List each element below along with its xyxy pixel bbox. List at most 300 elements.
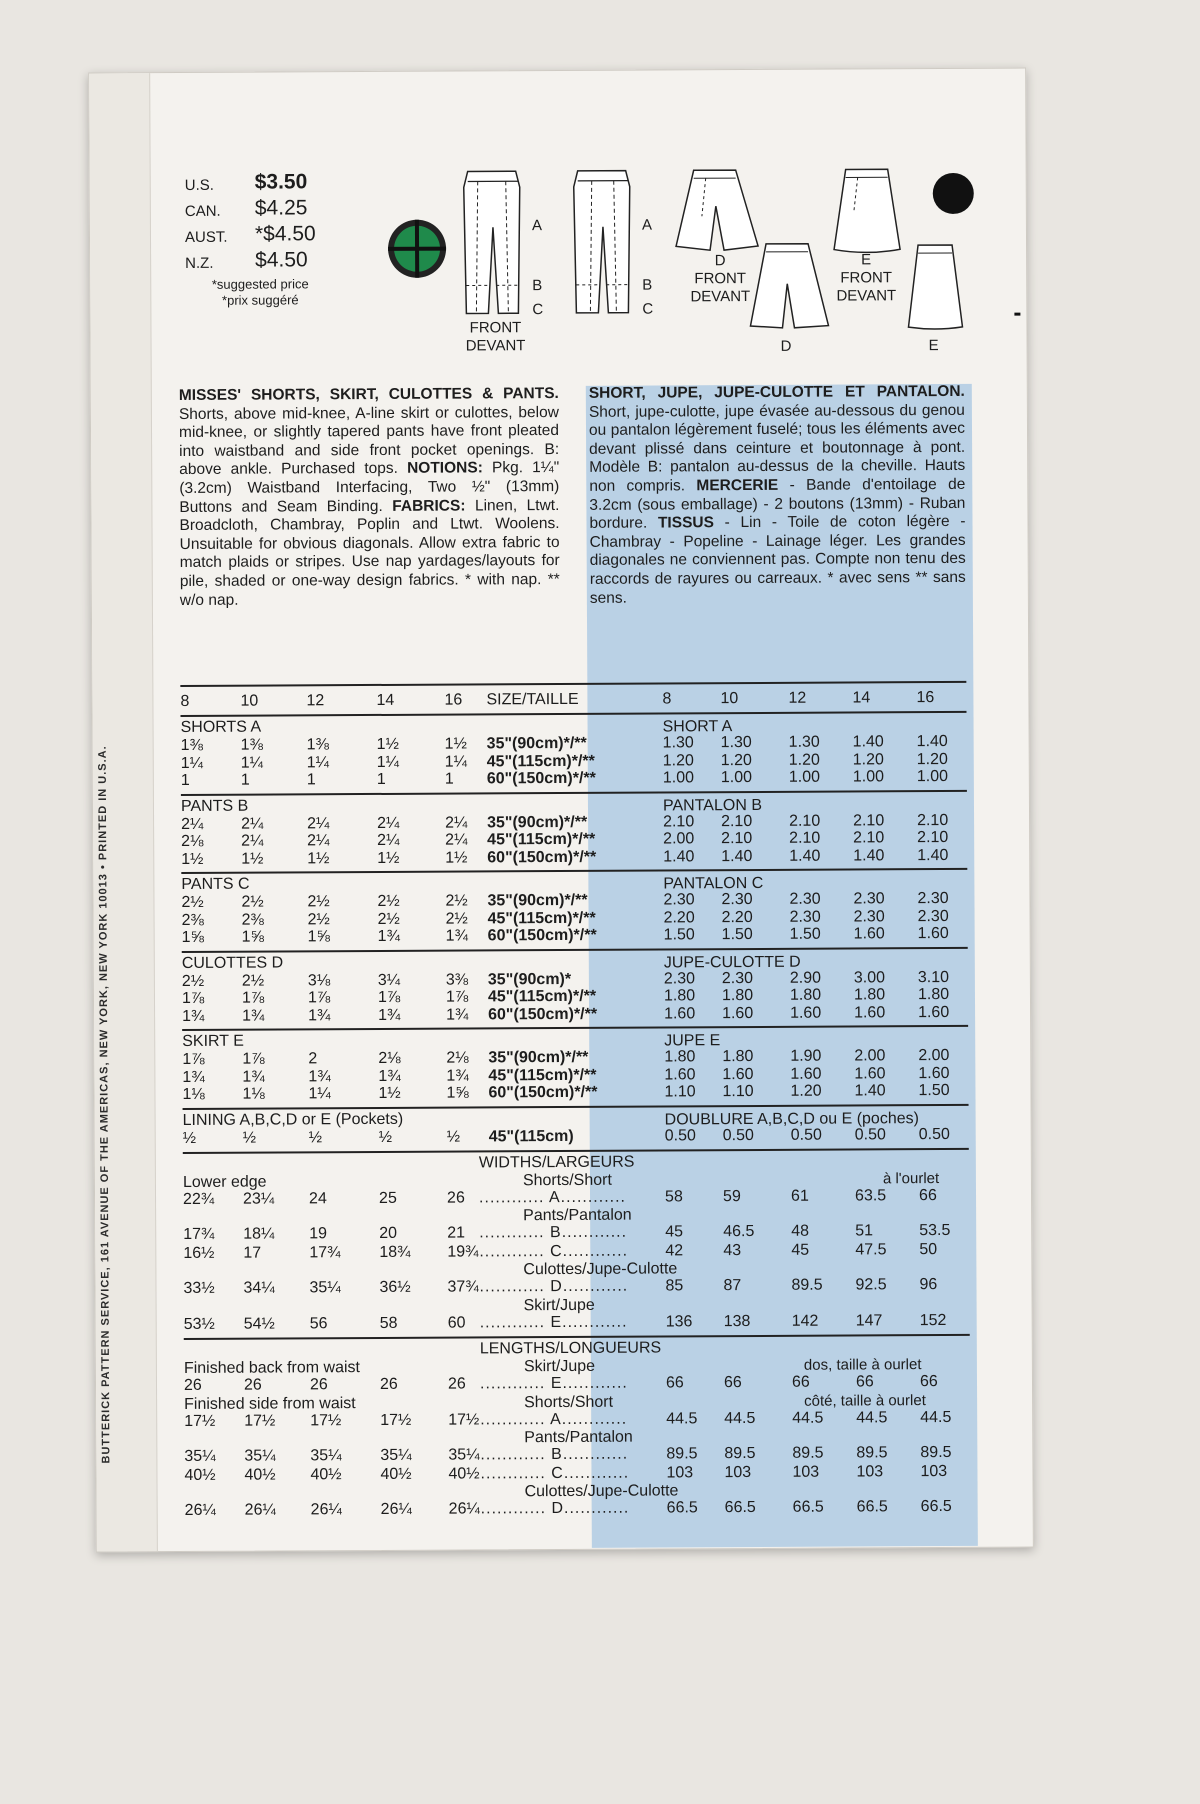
price-note-fr: *prix suggéré — [185, 292, 335, 309]
size-header-metric: 10 — [720, 690, 738, 708]
yardage-value: 1¾ — [378, 1006, 400, 1024]
cm-value: 45 — [791, 1241, 809, 1259]
inch-value: 17½ — [244, 1412, 275, 1430]
notions-label: NOTIONS: — [407, 460, 483, 477]
cm-value: 66.5 — [793, 1499, 824, 1517]
size-header-imperial: 12 — [306, 692, 324, 710]
inch-value: 53½ — [184, 1315, 215, 1333]
view-d-label: D — [781, 338, 792, 356]
yardage-value: 1⅞ — [182, 1051, 204, 1069]
metric-value: 2.30 — [722, 969, 753, 987]
fabric-width: 35"(90cm)*/** — [487, 892, 587, 911]
yardage-value: 1¾ — [242, 1007, 264, 1025]
cm-value: 59 — [723, 1188, 741, 1206]
metric-value: 1.80 — [722, 987, 753, 1005]
pants-front-label: FRONT DEVANT — [440, 319, 550, 356]
view-leader: ............ E............ — [480, 1313, 628, 1332]
fabric-width: 45"(115cm) — [489, 1127, 574, 1145]
yardage-value: 2½ — [446, 910, 468, 928]
cm-value: 66 — [919, 1187, 937, 1205]
yardage-value: 1 — [445, 771, 454, 789]
metric-value: 1.20 — [663, 752, 694, 770]
metric-value: 0.50 — [665, 1127, 696, 1145]
yardage-value: 1½ — [445, 849, 467, 867]
metric-value: 1.10 — [722, 1083, 753, 1101]
metric-value: 1.20 — [789, 751, 820, 769]
metric-value: 0.50 — [791, 1126, 822, 1144]
price-value: $3.50 — [255, 170, 308, 194]
yardage-value: 1⅞ — [446, 988, 468, 1006]
yardage-value: 2¼ — [377, 832, 399, 850]
measure-group-name: Pants/Pantalon — [523, 1207, 632, 1226]
inch-value: 40½ — [310, 1466, 341, 1484]
inch-value: 56 — [310, 1315, 328, 1333]
garment-section-title-fr: PANTALON B — [663, 796, 762, 815]
metric-value: 0.50 — [723, 1126, 754, 1144]
yardage-value: 2½ — [378, 910, 400, 928]
cm-value: 44.5 — [856, 1409, 887, 1427]
size-header-imperial: 8 — [180, 693, 189, 711]
inch-value: 18¾ — [379, 1243, 410, 1261]
price-value: *$4.50 — [255, 222, 316, 246]
cm-value: 89.5 — [666, 1445, 697, 1463]
metric-value: 2.00 — [663, 830, 694, 848]
inch-value: 40½ — [244, 1466, 275, 1484]
metric-value: 1.40 — [663, 848, 694, 866]
inch-value: 17½ — [310, 1412, 341, 1430]
measure-group-name: Pants/Pantalon — [524, 1429, 633, 1448]
cm-value: 66.5 — [921, 1498, 952, 1516]
fabric-width: 35"(90cm)* — [488, 970, 571, 988]
cm-value: 58 — [665, 1188, 683, 1206]
inch-value: 20 — [379, 1225, 397, 1243]
cm-value: 85 — [665, 1277, 683, 1295]
yardage-value: 1¼ — [445, 753, 467, 771]
metric-value: 1.60 — [854, 1065, 885, 1083]
metric-value: 1.60 — [854, 925, 885, 943]
cm-value: 61 — [791, 1187, 809, 1205]
yardage-value: 1⅞ — [308, 989, 330, 1007]
metric-value: 2.00 — [918, 1047, 949, 1065]
metric-value: 2.30 — [790, 908, 821, 926]
cm-value: 48 — [791, 1223, 809, 1241]
yardage-value: 1⅛ — [242, 1086, 264, 1104]
size-header-imperial: 10 — [240, 693, 258, 711]
cm-value: 152 — [920, 1311, 947, 1329]
fabric-width: 60"(150cm)*/** — [488, 927, 597, 946]
inch-value: 17¾ — [309, 1244, 340, 1262]
cm-value: 66 — [724, 1374, 742, 1392]
yardage-value: 1⅝ — [446, 1084, 468, 1102]
yardage-value: 1⅜ — [181, 737, 203, 755]
metric-value: 1.50 — [722, 926, 753, 944]
fabric-width: 35"(90cm)*/** — [488, 1049, 588, 1068]
metric-value: 2.10 — [917, 811, 948, 829]
inch-value: 17 — [243, 1244, 261, 1262]
inch-value: 26 — [447, 1189, 465, 1207]
fabric-width: 60"(150cm)*/** — [487, 770, 596, 789]
edge-tick-mark — [1014, 313, 1020, 316]
garment-section-title: PANTS B — [181, 797, 248, 815]
inch-value: 22¾ — [183, 1190, 214, 1208]
inch-value: 21 — [447, 1225, 465, 1243]
yardage-value: 2¼ — [307, 815, 329, 833]
inch-value: 26 — [310, 1376, 328, 1394]
metric-value: 1.60 — [664, 1066, 695, 1084]
yardage-value: 1⅞ — [378, 989, 400, 1007]
measure-group-name: Shorts/Short — [523, 1171, 612, 1189]
yardage-value: 3¼ — [378, 971, 400, 989]
english-title: MISSES' SHORTS, SKIRT, CULOTTES & PANTS. — [179, 385, 559, 404]
cm-value: 89.5 — [792, 1445, 823, 1463]
yardage-value: 2½ — [308, 911, 330, 929]
yardage-value: 2⅜ — [182, 911, 204, 929]
cm-value: 136 — [666, 1313, 693, 1331]
inch-value: 24 — [309, 1190, 327, 1208]
yardage-value: 2¼ — [377, 814, 399, 832]
metric-value: 2.30 — [854, 908, 885, 926]
yardage-value: ½ — [243, 1129, 256, 1147]
view-a-label: A — [642, 217, 652, 235]
inch-value: 37¾ — [447, 1278, 478, 1296]
metric-value: 1.40 — [854, 1082, 885, 1100]
yardage-value: 1¾ — [446, 927, 468, 945]
inch-value: 34¼ — [243, 1280, 274, 1298]
price-country: AUST. — [185, 229, 228, 246]
lower-edge-label: Lower edge — [183, 1173, 267, 1191]
metric-value: 1.40 — [853, 847, 884, 865]
cm-value: 46.5 — [723, 1223, 754, 1241]
yardage-value: 2⅛ — [446, 1049, 468, 1067]
metric-value: 1.60 — [918, 1003, 949, 1021]
yardage-value: 2¼ — [241, 815, 263, 833]
fabric-width: 45"(115cm)*/** — [487, 752, 595, 771]
metric-value: 1.60 — [918, 925, 949, 943]
cm-value: 42 — [665, 1242, 683, 1260]
mercerie-text: - Bande d'entoilage de 3.2cm (sous emballage) - 2 boutons (13mm) - Ruban bordure. — [589, 476, 965, 532]
metric-value: 1.30 — [721, 734, 752, 752]
cm-value: 92.5 — [855, 1276, 886, 1294]
cm-value: 103 — [792, 1463, 819, 1481]
metric-value: 2.30 — [789, 891, 820, 909]
view-leader: ............ C............ — [480, 1464, 629, 1483]
yardage-value: 1⅝ — [242, 929, 264, 947]
view-c-label: C — [642, 301, 653, 319]
metric-value: 1.60 — [790, 1004, 821, 1022]
cm-value: 66.5 — [857, 1498, 888, 1516]
yardage-value: ½ — [379, 1128, 392, 1146]
metric-value: 0.50 — [919, 1125, 950, 1143]
yardage-value: 1½ — [377, 849, 399, 867]
metric-value: 1.60 — [664, 1005, 695, 1023]
finished-back-label: Finished back from waist — [184, 1359, 360, 1378]
french-body: Short, jupe-culotte, jupe évasée au-dessous du genou ou pantalon légèrement fuselé; tous les éléments avec devant plissé dans ceinture et boutonnage à pont. Modèle B: pantalon au-dessus de la cheville. Hauts non compris. — [589, 401, 965, 494]
view-b-label: B — [642, 277, 652, 295]
cm-value: 47.5 — [855, 1241, 886, 1259]
inch-value: 17½ — [184, 1412, 215, 1430]
cm-value: 103 — [920, 1462, 947, 1480]
cm-value: 89.5 — [920, 1444, 951, 1462]
metric-value: 1.20 — [790, 1083, 821, 1101]
metric-value: 1.00 — [721, 769, 752, 787]
fabric-width: 60"(150cm)*/** — [487, 848, 596, 867]
pattern-envelope — [88, 68, 1034, 1553]
metric-value: 2.20 — [664, 909, 695, 927]
view-a-label: A — [532, 217, 542, 235]
yardage-value: 2¼ — [181, 815, 203, 833]
yardage-value: 1½ — [377, 736, 399, 754]
metric-value: 1.10 — [664, 1083, 695, 1101]
fabrics-text: Linen, Ltwt. Broadcloth, Chambray, Poplin and Ltwt. Woolens. Unsuitable for obvious diagonals. Allow extra fabric to match plaids or stripes. Use nap yardages/layouts for pile, shaded or one-way design fabrics. * with nap. ** w/o nap. — [179, 497, 559, 609]
metric-value: 1.40 — [917, 846, 948, 864]
cm-value: 138 — [724, 1313, 751, 1331]
cm-value: 43 — [723, 1242, 741, 1260]
cm-value: 103 — [724, 1464, 751, 1482]
view-e-label: E — [929, 337, 939, 355]
cm-value: 103 — [856, 1463, 883, 1481]
metric-value: 1.50 — [918, 1082, 949, 1100]
metric-value: 1.60 — [854, 1004, 885, 1022]
metric-value: 1.80 — [722, 1048, 753, 1066]
yardage-value: 1¾ — [182, 1068, 204, 1086]
yardage-value: 1¼ — [241, 754, 263, 772]
metric-value: 1.40 — [721, 847, 752, 865]
yardage-value: 1¾ — [446, 1006, 468, 1024]
metric-value: 1.80 — [664, 1048, 695, 1066]
yardage-value: 1⅝ — [182, 929, 204, 947]
inch-value: 35¼ — [310, 1447, 341, 1465]
cm-value: 51 — [855, 1222, 873, 1240]
metric-value: 1.60 — [722, 1004, 753, 1022]
yardage-value: 2½ — [445, 892, 467, 910]
size-header-metric: 16 — [916, 689, 934, 707]
price-value: $4.50 — [255, 248, 308, 272]
inch-value: 19 — [309, 1225, 327, 1243]
yardage-value: 2½ — [241, 894, 263, 912]
view-leader: ............ D............ — [481, 1500, 630, 1519]
metric-value: 1.30 — [663, 734, 694, 752]
metric-value: 3.00 — [854, 969, 885, 987]
yardage-value: 1⅝ — [308, 928, 330, 946]
metric-value: 1.60 — [722, 1065, 753, 1083]
fabric-width: 35"(90cm)*/** — [487, 813, 587, 832]
view-leader: ............ D............ — [479, 1278, 628, 1297]
metric-value: 1.60 — [918, 1064, 949, 1082]
inch-value: 26¼ — [311, 1501, 342, 1519]
yardage-value: 1 — [241, 772, 250, 790]
inch-value: 23¼ — [243, 1190, 274, 1208]
price-block — [185, 170, 336, 309]
metric-value: 1.40 — [853, 733, 884, 751]
inch-value: 19¾ — [447, 1243, 478, 1261]
price-note-en: *suggested price — [185, 276, 335, 293]
notions-text: Pkg. 1¼" (3.2cm) Waistband Interfacing, Two ½" (13mm) Buttons and Seam Binding. — [179, 459, 559, 515]
measure-title: LENGTHS/LONGUEURS — [480, 1339, 661, 1358]
cm-value: 44.5 — [920, 1408, 951, 1426]
mercerie-label: MERCERIE — [696, 477, 778, 494]
yardage-value: 1½ — [241, 850, 263, 868]
fabric-width: 45"(115cm)*/** — [488, 988, 596, 1007]
yardage-value: 2½ — [242, 972, 264, 990]
garment-section-title-fr: PANTALON C — [663, 875, 763, 894]
inch-value: 26¼ — [245, 1502, 276, 1520]
cm-value: 66.5 — [667, 1499, 698, 1517]
garment-section-title: SKIRT E — [182, 1033, 244, 1051]
inch-value: 33½ — [183, 1280, 214, 1298]
inch-value: 18¼ — [243, 1226, 274, 1244]
metric-value: 2.10 — [789, 830, 820, 848]
view-leader: ............ A............ — [479, 1188, 626, 1207]
measure-group-name: Skirt/Jupe — [524, 1296, 595, 1314]
cm-value: 96 — [919, 1276, 937, 1294]
yardage-value: 1¾ — [242, 1068, 264, 1086]
metric-value: 0.50 — [855, 1126, 886, 1144]
tissus-text: - Lin - Toile de coton légère - Chambray - Popeline - Lainage léger. Les grandes diagonales ne conviennent pas. Compte non tenu des raccords de rayures ou carreaux. * avec sens ** sans sens. — [590, 513, 966, 606]
view-leader: ............ E............ — [480, 1375, 628, 1394]
fabric-width: 45"(115cm)*/** — [488, 1066, 596, 1085]
cm-value: 50 — [919, 1241, 937, 1259]
yardage-value: 1¼ — [307, 754, 329, 772]
inch-value: 26 — [448, 1376, 466, 1394]
metric-value: 2.30 — [918, 907, 949, 925]
envelope-side-flap — [89, 73, 158, 1551]
yardage-value: 2½ — [182, 972, 204, 990]
yardage-value: 2½ — [377, 893, 399, 911]
garment-section-title-fr: JUPE E — [664, 1032, 720, 1050]
pants-back-illustration — [568, 167, 639, 317]
cm-value: 66 — [792, 1374, 810, 1392]
measure-title: WIDTHS/LARGEURS — [479, 1153, 635, 1172]
yardage-value: 2¼ — [307, 832, 329, 850]
cm-value: 45 — [665, 1223, 683, 1241]
inch-value: 26¼ — [185, 1502, 216, 1520]
metric-value: 1.90 — [790, 1048, 821, 1066]
french-description — [589, 383, 966, 608]
yardage-value: 1⅜ — [307, 736, 329, 754]
yardage-value: 1¾ — [182, 1007, 204, 1025]
yardage-value: 2¼ — [241, 833, 263, 851]
cm-value: 89.5 — [791, 1277, 822, 1295]
yardage-value: 1 — [181, 772, 190, 790]
skirt-back-illustration — [904, 241, 966, 333]
view-c-label: C — [532, 301, 543, 319]
black-dot-mark — [933, 173, 974, 214]
yardage-value: 1¾ — [378, 1067, 400, 1085]
yardage-value: 2½ — [307, 893, 329, 911]
inch-value: 35¼ — [448, 1446, 479, 1464]
cm-value: 66.5 — [725, 1499, 756, 1517]
lining-title: LINING A,B,C,D or E (Pockets) — [183, 1110, 404, 1129]
yardage-value: 1⅞ — [242, 1051, 264, 1069]
metric-value: 2.10 — [721, 830, 752, 848]
yardage-value: 2⅛ — [181, 833, 203, 851]
french-title: SHORT, JUPE, JUPE-CULOTTE ET PANTALON. — [589, 383, 965, 402]
inch-value: 25 — [379, 1189, 397, 1207]
cm-value: 44.5 — [666, 1410, 697, 1428]
yardage-value: 1⅞ — [182, 990, 204, 1008]
cm-value: 44.5 — [792, 1409, 823, 1427]
registration-mark-icon — [388, 220, 446, 278]
metric-value: 1.00 — [663, 769, 694, 787]
cm-value: 66 — [856, 1373, 874, 1391]
garment-section-title-fr: SHORT A — [663, 718, 733, 736]
metric-value: 1.50 — [664, 926, 695, 944]
yardage-value: 1¾ — [378, 928, 400, 946]
metric-value: 1.40 — [917, 733, 948, 751]
view-b-label: B — [532, 277, 542, 295]
view-leader: ............ B............ — [479, 1224, 627, 1243]
view-leader: ............ C............ — [479, 1242, 628, 1261]
inch-value: 26 — [380, 1376, 398, 1394]
yardage-value: 3⅛ — [308, 972, 330, 990]
metric-value: 1.50 — [790, 926, 821, 944]
inch-value: 40½ — [184, 1466, 215, 1484]
metric-value: 2.30 — [663, 891, 694, 909]
yardage-value: 1½ — [181, 850, 203, 868]
culottes-back-illustration — [746, 240, 832, 332]
metric-value: 1.80 — [664, 987, 695, 1005]
inch-value: 35¼ — [184, 1448, 215, 1466]
view-leader: ............ B............ — [480, 1446, 628, 1465]
metric-value: 2.30 — [721, 891, 752, 909]
english-body: Shorts, above mid-knee, A-line skirt or culottes, below mid-knee, or slightly tapered pants have front pleated into waistband and side front pocket openings. B: above ankle. Purchased tops. — [179, 404, 559, 479]
cm-value: 63.5 — [855, 1187, 886, 1205]
inch-value: 60 — [448, 1314, 466, 1332]
fabrics-label: FABRICS: — [392, 497, 465, 514]
cm-value: 147 — [856, 1312, 883, 1330]
cm-value: 142 — [792, 1312, 819, 1330]
yardage-value: 2¼ — [445, 831, 467, 849]
cm-value: 66 — [666, 1374, 684, 1392]
metric-value: 2.90 — [790, 969, 821, 987]
inch-value: 17½ — [448, 1411, 479, 1429]
yardage-value: 1 — [307, 771, 316, 789]
yardage-value: 3⅜ — [446, 971, 468, 989]
yardage-value: ½ — [183, 1129, 196, 1147]
metric-value: 1.00 — [917, 768, 948, 786]
size-header-metric: 12 — [788, 690, 806, 708]
metric-value: 1.80 — [918, 986, 949, 1004]
inch-value: 26 — [244, 1377, 262, 1395]
inch-value: 35¼ — [380, 1447, 411, 1465]
metric-value: 3.10 — [918, 968, 949, 986]
cm-value: 87 — [723, 1277, 741, 1295]
fabric-width: 45"(115cm)*/** — [488, 909, 596, 928]
price-value: $4.25 — [255, 196, 308, 220]
inch-value: 36½ — [379, 1279, 410, 1297]
e-front-label: E FRONT DEVANT — [826, 251, 906, 305]
metric-value: 2.00 — [854, 1047, 885, 1065]
view-leader: ............ A............ — [480, 1410, 627, 1429]
inch-value: 40½ — [448, 1465, 479, 1483]
yardage-value: 1⅜ — [241, 737, 263, 755]
yardage-value: 1¾ — [446, 1067, 468, 1085]
yardage-value: 1¾ — [308, 1068, 330, 1086]
garment-section-title: SHORTS A — [181, 719, 262, 737]
fabric-width: 60"(150cm)*/** — [488, 1005, 597, 1024]
metric-value: 2.20 — [722, 908, 753, 926]
fabric-width: 60"(150cm)*/** — [488, 1084, 597, 1103]
skirt-front-illustration — [830, 165, 904, 257]
cm-value: 66 — [920, 1373, 938, 1391]
metric-value: 2.30 — [664, 970, 695, 988]
measure-group-name: Culottes/Jupe-Culotte — [523, 1260, 677, 1279]
inch-value: 35¼ — [309, 1279, 340, 1297]
inch-value: 26 — [184, 1377, 202, 1395]
yardage-value: 2⅜ — [242, 911, 264, 929]
inch-value: 54½ — [244, 1315, 275, 1333]
publisher-address: BUTTERICK PATTERN SERVICE, 161 AVENUE OF THE AMERICAS, NEW YORK, NEW YORK 10013 • PRINTED IN U.S.A. — [95, 404, 114, 1804]
